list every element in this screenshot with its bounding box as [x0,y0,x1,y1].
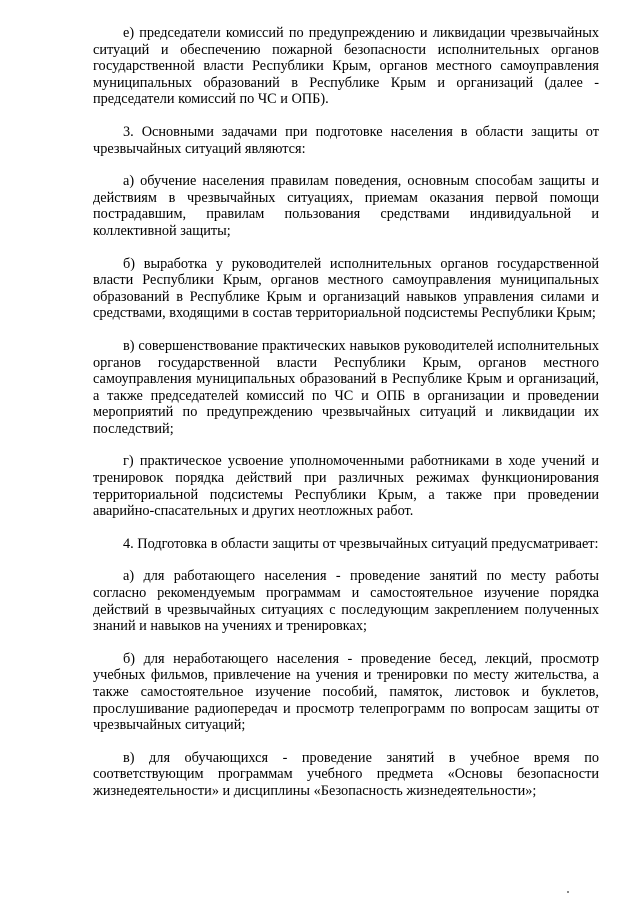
paragraph-e-chairs-of-commissions: е) председатели комиссий по предупреждению и ликвидации чрезвычайных ситуаций и обеспечению пожарной безопасности исполнительных органов государственной власти Республики Крым, органов местного самоуправления муниципальных образований в Республике Крым и организаций (далее - председатели комиссий по ЧС и ОПБ). [93,25,599,108]
paragraph-3-main-tasks: 3. Основными задачами при подготовке населения в области защиты от чрезвычайных ситуаций являются: [93,123,599,157]
scan-speck [567,891,569,893]
paragraph-a-training-population: а) обучение населения правилам поведения, основным способам защиты и действиям в чрезвычайных ситуациях, приемам оказания первой помощи пострадавшим, правилам пользования средствами индивидуальной и коллективной защиты; [93,173,599,239]
paragraph-v-improving-skills: в) совершенствование практических навыков руководителей исполнительных органов государственной власти Республики Крым, органов местного самоуправления муниципальных образований в Республике Крым и организаций, а также председателей комиссий по ЧС и ОПБ в организации и проведении мероприятий по предупреждению чрезвычайных ситуаций и ликвидации их последствий; [93,337,599,437]
paragraph-b-management-skills: б) выработка у руководителей исполнительных органов государственной власти Республики Крым, органов местного самоуправления муниципальных образований в Республике Крым и организаций навыков управления силами и средствами, входящими в состав территориальной подсистемы Республики Крым; [93,255,599,322]
paragraph-a-working-population: а) для работающего населения - проведение занятий по месту работы согласно рекомендуемым программам и самостоятельное изучение порядка действий в чрезвычайных ситуациях с последующим закреплением полученных знаний и навыков на учениях и тренировках; [93,568,599,635]
paragraph-4-training-provides: 4. Подготовка в области защиты от чрезвычайных ситуаций предусматривает: [123,535,599,552]
document-body [93,25,599,800]
paragraph-v-students: в) для обучающихся - проведение занятий в учебное время по соответствующим программам учебного предмета «Основы безопасности жизнедеятельности» и дисциплины «Безопасность жизнедеятельности»; [93,749,599,799]
paragraph-b-non-working-population: б) для неработающего населения - проведение бесед, лекций, просмотр учебных фильмов, привлечение на учения и тренировки по месту жительства, а также самостоятельное изучение пособий, памяток, листовок и буклетов, прослушивание радиопередач и просмотр телепрограмм по вопросам защиты от чрезвычайных ситуаций; [93,650,599,734]
paragraph-g-practical-learning: г) практическое усвоение уполномоченными работниками в ходе учений и тренировок порядка действий при различных режимах функционирования территориальной подсистемы Республики Крым, а также при проведении аварийно-спасательных и других неотложных работ. [93,453,599,520]
